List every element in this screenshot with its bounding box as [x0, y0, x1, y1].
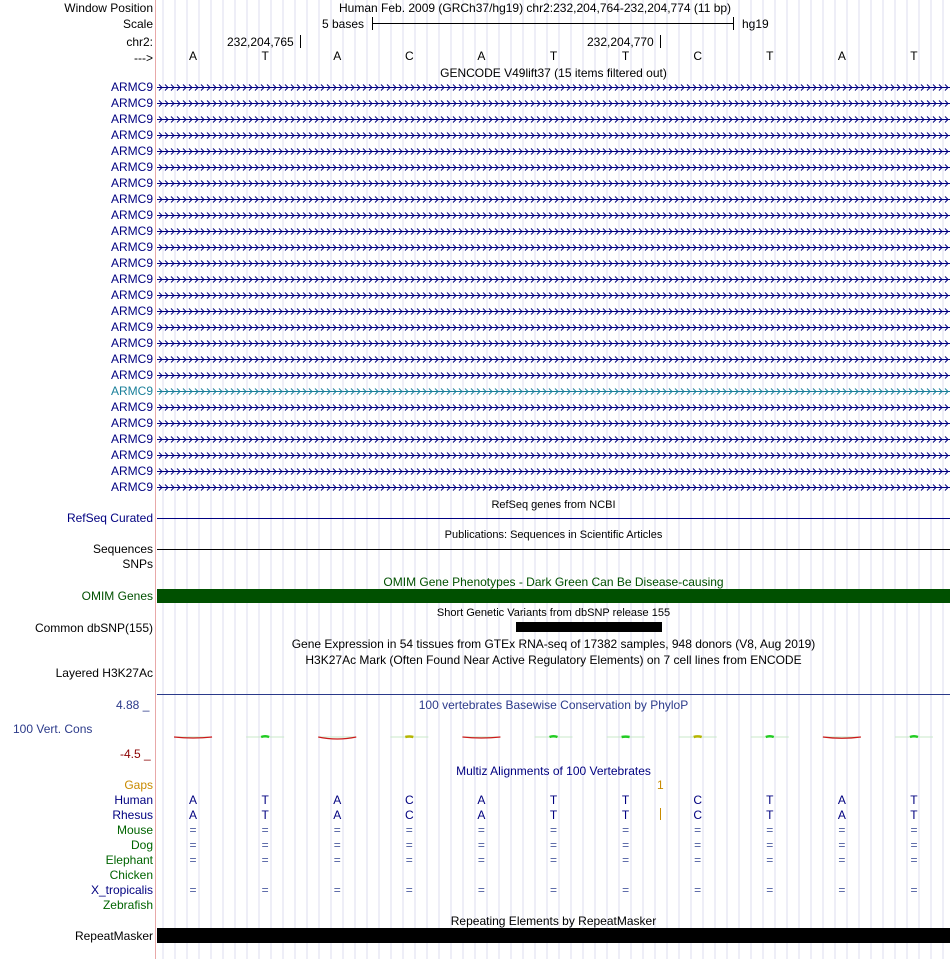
gencode-transcript[interactable]	[157, 320, 950, 334]
gencode-transcript[interactable]	[157, 464, 950, 478]
repeatmasker-track-title[interactable]: Repeating Elements by RepeatMasker	[450, 914, 657, 928]
alignment-base: C	[693, 808, 702, 822]
position-tick-1: 232,204,765	[227, 35, 294, 49]
alignment-base: =	[622, 823, 630, 837]
gencode-transcript[interactable]	[157, 288, 950, 302]
phylop-graph[interactable]	[0, 715, 950, 755]
repeatmasker-label[interactable]: RepeatMasker	[74, 929, 153, 943]
gencode-item-label[interactable]: ARMC9	[110, 464, 153, 478]
phylop-label[interactable]: 100 Vert. Cons	[13, 722, 93, 736]
alignment-base: =	[189, 838, 197, 852]
omim-label[interactable]: OMIM Genes	[81, 589, 153, 603]
tick-mark-2	[660, 35, 661, 48]
alignment-base: =	[694, 853, 702, 867]
assembly-label: hg19	[742, 17, 769, 31]
alignment-base: A	[837, 808, 846, 822]
alignment-base: =	[189, 823, 197, 837]
alignment-base: =	[838, 838, 846, 852]
alignment-base: =	[622, 883, 630, 897]
gencode-item-label[interactable]: ARMC9	[110, 432, 153, 446]
gencode-item-label[interactable]: ARMC9	[110, 144, 153, 158]
pubs-label-sequences[interactable]: Sequences	[92, 542, 153, 556]
alignment-base: =	[333, 838, 341, 852]
alignment-base: =	[910, 838, 918, 852]
gencode-item-label[interactable]: ARMC9	[110, 256, 153, 270]
h3k27ac-baseline	[157, 694, 950, 695]
gencode-item-label[interactable]: ARMC9	[110, 224, 153, 238]
alignment-base: =	[766, 883, 774, 897]
gencode-transcript[interactable]	[157, 192, 950, 206]
species-label[interactable]: Elephant	[105, 853, 153, 867]
repeatmasker-feature-bar[interactable]	[157, 928, 950, 943]
window-position-value: Human Feb. 2009 (GRCh37/hg19) chr2:232,204,764-232,204,774 (11 bp)	[339, 1, 732, 15]
gencode-item-label[interactable]: ARMC9	[110, 128, 153, 142]
gencode-transcript[interactable]	[157, 448, 950, 462]
alignment-base: =	[622, 853, 630, 867]
gencode-item-label[interactable]: ARMC9	[110, 272, 153, 286]
alignment-base: =	[766, 853, 774, 867]
base-letter: T	[549, 49, 558, 63]
gencode-item-label[interactable]: ARMC9	[110, 400, 153, 414]
omim-feature-bar[interactable]	[157, 589, 950, 603]
dbsnp-track-title[interactable]: Short Genetic Variants from dbSNP release 155	[436, 607, 671, 619]
gencode-transcript[interactable]	[157, 128, 950, 142]
alignment-base: =	[333, 823, 341, 837]
alignment-base: =	[405, 823, 413, 837]
alignment-base: =	[261, 853, 269, 867]
base-letter: C	[693, 49, 702, 63]
gencode-item-label[interactable]: ARMC9	[110, 288, 153, 302]
gencode-item-label[interactable]: ARMC9	[110, 304, 153, 318]
gencode-item-label[interactable]: ARMC9	[110, 160, 153, 174]
gap-marker: 1	[657, 778, 664, 792]
dbsnp-label[interactable]: Common dbSNP(155)	[34, 621, 153, 635]
omim-track-title[interactable]: OMIM Gene Phenotypes - Dark Green Can Be Disease-causing	[383, 575, 724, 589]
tick-mark-1	[300, 35, 301, 48]
refseq-gene-line[interactable]	[157, 518, 950, 519]
base-letter: A	[477, 49, 486, 63]
species-label[interactable]: X_tropicalis	[90, 883, 153, 897]
position-tick-2: 232,204,770	[587, 35, 654, 49]
base-letter: C	[404, 49, 414, 63]
gencode-transcript[interactable]	[157, 384, 950, 398]
pubs-line[interactable]	[157, 549, 950, 550]
alignment-base: =	[549, 853, 557, 867]
refseq-track-title[interactable]: RefSeq genes from NCBI	[491, 499, 616, 511]
alignment-base: =	[549, 838, 557, 852]
gap-insert-mark	[660, 808, 661, 820]
gencode-transcript[interactable]	[157, 144, 950, 158]
gencode-item-label[interactable]: ARMC9	[110, 384, 153, 398]
gencode-item-label[interactable]: ARMC9	[110, 80, 153, 94]
gencode-item-label[interactable]: ARMC9	[110, 96, 153, 110]
alignment-base: A	[477, 808, 486, 822]
alignment-base: T	[910, 808, 918, 822]
alignment-base: =	[766, 838, 774, 852]
alignment-base: =	[549, 823, 557, 837]
species-label[interactable]: Human	[114, 793, 153, 807]
alignment-base: A	[189, 793, 198, 807]
alignment-base: =	[549, 883, 557, 897]
gencode-transcript[interactable]	[157, 352, 950, 366]
alignment-base: =	[694, 823, 702, 837]
alignment-base: =	[477, 853, 485, 867]
chrom-label: chr2:	[126, 35, 153, 49]
gencode-item-label[interactable]: ARMC9	[110, 480, 153, 494]
base-letter: A	[837, 49, 846, 63]
scale-label: Scale	[122, 17, 153, 31]
gencode-item-label[interactable]: ARMC9	[110, 176, 153, 190]
alignment-base: =	[838, 883, 846, 897]
alignment-base: =	[405, 838, 413, 852]
base-letter: A	[189, 49, 198, 63]
alignment-base: =	[694, 883, 702, 897]
phylop-min-label: -4.5 _	[120, 747, 151, 761]
gencode-item-label[interactable]: ARMC9	[110, 352, 153, 366]
gencode-track-title[interactable]: GENCODE V49lift37 (15 items filtered out)	[440, 66, 667, 80]
alignment-base: =	[405, 853, 413, 867]
phylop-score-mark	[694, 736, 702, 737]
phylop-score-mark	[910, 736, 918, 737]
base-letter: T	[766, 49, 774, 63]
gencode-transcript[interactable]	[157, 368, 950, 382]
alignment-base: A	[477, 793, 486, 807]
alignment-base: T	[766, 793, 774, 807]
alignment-base: T	[621, 793, 630, 807]
base-letter: A	[333, 49, 342, 63]
gencode-transcript[interactable]	[157, 272, 950, 286]
alignment-base: A	[333, 793, 342, 807]
gencode-item-label[interactable]: ARMC9	[110, 448, 153, 462]
gencode-transcript[interactable]	[157, 80, 950, 94]
alignment-base: T	[261, 793, 269, 807]
gencode-transcript[interactable]	[157, 480, 950, 494]
gencode-transcript[interactable]	[157, 224, 950, 238]
window-position-label: Window Position	[64, 1, 153, 15]
gencode-transcript[interactable]	[157, 112, 950, 126]
alignment-base: =	[910, 853, 918, 867]
alignment-base: =	[694, 838, 702, 852]
gencode-transcript[interactable]	[157, 96, 950, 110]
scale-bar	[372, 23, 734, 24]
refseq-label[interactable]: RefSeq Curated	[66, 511, 153, 525]
alignment-base: =	[838, 853, 846, 867]
species-label[interactable]: Dog	[130, 838, 153, 852]
gencode-transcript[interactable]	[157, 160, 950, 174]
gencode-item-label[interactable]: ARMC9	[110, 416, 153, 430]
alignment-base: =	[261, 823, 269, 837]
gencode-transcript[interactable]	[157, 336, 950, 350]
h3k27ac-label[interactable]: Layered H3K27Ac	[55, 666, 153, 680]
alignment-base: =	[477, 883, 485, 897]
gencode-transcript[interactable]	[157, 432, 950, 446]
gencode-item-label[interactable]: ARMC9	[110, 368, 153, 382]
phylop-score-mark	[766, 736, 774, 737]
alignment-base: =	[910, 883, 918, 897]
scale-text: 5 bases	[322, 17, 365, 31]
species-label[interactable]: Rhesus	[112, 808, 153, 822]
phylop-max-label: 4.88 _	[116, 698, 150, 712]
phylop-score-mark	[405, 737, 413, 738]
alignment-base: T	[261, 808, 269, 822]
alignment-base: C	[693, 793, 702, 807]
h3k27ac-track-title[interactable]: H3K27Ac Mark (Often Found Near Active Regulatory Elements) on 7 cell lines from ENCODE	[305, 653, 802, 667]
dbsnp-variant-bar[interactable]	[516, 622, 662, 632]
gencode-transcript[interactable]	[157, 176, 950, 190]
base-letter: T	[261, 49, 269, 63]
alignment-base: C	[404, 793, 414, 807]
alignment-base: T	[549, 793, 558, 807]
gencode-item-label[interactable]: ARMC9	[110, 208, 153, 222]
gencode-transcript[interactable]	[157, 256, 950, 270]
gencode-transcript[interactable]	[157, 304, 950, 318]
base-letter: T	[621, 49, 630, 63]
multiz-track-title[interactable]: Multiz Alignments of 100 Vertebrates	[456, 764, 651, 778]
gencode-transcript[interactable]	[157, 400, 950, 414]
gencode-item-label[interactable]: ARMC9	[110, 320, 153, 334]
alignment-base: =	[333, 883, 341, 897]
alignment-base: =	[477, 823, 485, 837]
gencode-item-label[interactable]: ARMC9	[110, 336, 153, 350]
scale-bar-left-tick	[372, 17, 373, 30]
species-label[interactable]: Zebrafish	[102, 898, 153, 912]
alignment-base: =	[477, 838, 485, 852]
gaps-label[interactable]: Gaps	[124, 778, 153, 792]
species-label[interactable]: Mouse	[116, 823, 153, 837]
alignment-base: =	[766, 823, 774, 837]
gencode-transcript[interactable]	[157, 240, 950, 254]
gencode-item-label[interactable]: ARMC9	[110, 192, 153, 206]
alignment-base: =	[189, 853, 197, 867]
alignment-base: =	[261, 838, 269, 852]
alignment-base: C	[404, 808, 414, 822]
alignment-base: T	[766, 808, 774, 822]
strand-label: --->	[134, 51, 153, 65]
alignment-base: A	[189, 808, 198, 822]
gencode-item-label[interactable]: ARMC9	[110, 240, 153, 254]
phylop-track-title[interactable]: 100 vertebrates Basewise Conservation by PhyloP	[418, 698, 689, 712]
alignment-base: =	[910, 823, 918, 837]
scale-bar-right-tick	[733, 17, 734, 30]
base-letter: T	[910, 49, 918, 63]
species-label[interactable]: Chicken	[109, 868, 153, 882]
alignment-base: T	[621, 808, 630, 822]
alignment-base: A	[333, 808, 342, 822]
gencode-transcript[interactable]	[157, 208, 950, 222]
pubs-label-snps[interactable]: SNPs	[122, 557, 153, 571]
phylop-score-mark	[550, 736, 558, 737]
pubs-track-title[interactable]: Publications: Sequences in Scientific Articles	[444, 529, 663, 541]
alignment-base: =	[622, 838, 630, 852]
alignment-base: =	[405, 883, 413, 897]
alignment-base: =	[261, 883, 269, 897]
alignment-base: T	[549, 808, 558, 822]
gencode-item-label[interactable]: ARMC9	[110, 112, 153, 126]
phylop-score-mark	[261, 736, 269, 737]
gencode-transcript[interactable]	[157, 416, 950, 430]
alignment-base: =	[333, 853, 341, 867]
alignment-base: A	[837, 793, 846, 807]
alignment-base: T	[910, 793, 918, 807]
alignment-base: =	[189, 883, 197, 897]
alignment-base: =	[838, 823, 846, 837]
gtex-track-title[interactable]: Gene Expression in 54 tissues from GTEx RNA-seq of 17382 samples, 948 donors (V8, Aug 2019)	[291, 637, 816, 651]
